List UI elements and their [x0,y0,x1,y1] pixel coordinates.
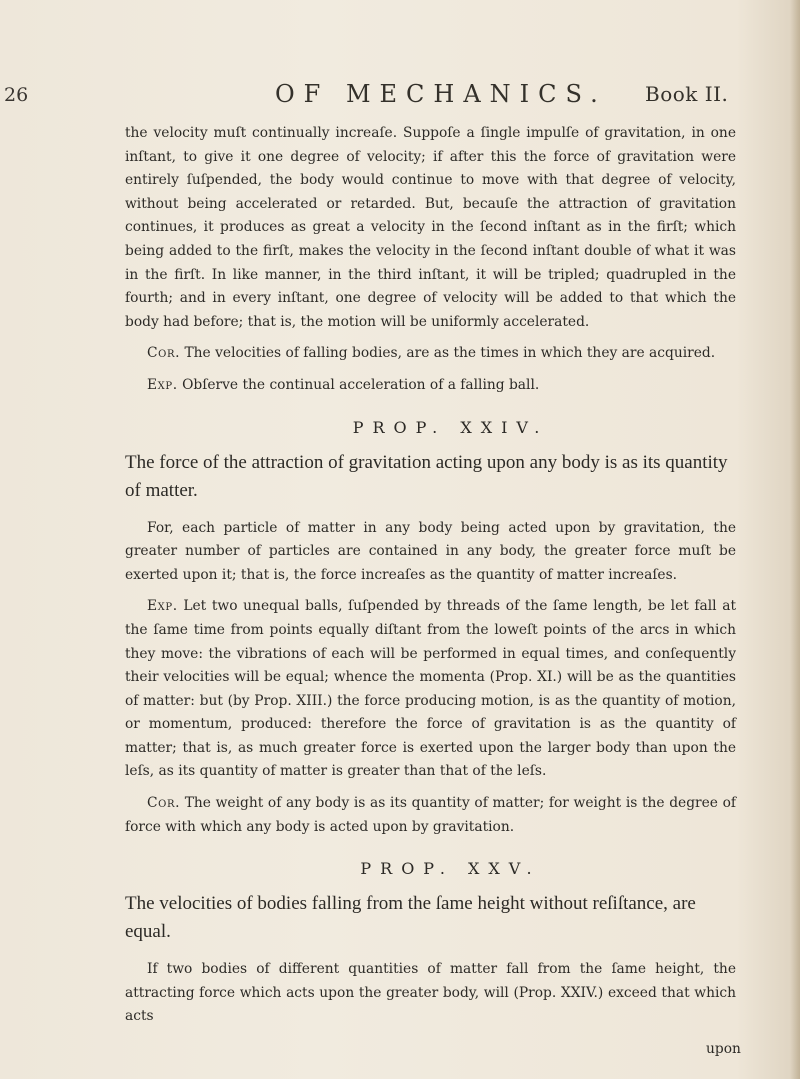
prop-25-paragraph: If two bodies of different quantities of matter fall from the ſame height, the attracting force which acts upon the greater body, will (Prop. XXIV.) exceed that which acts [125,961,736,1025]
prop-24-statement: The force of the attraction of gravitation acting upon any body is as its quantity of matter. [125,451,728,501]
experiment-2 [125,595,736,784]
paragraph-continuation: the velocity muſt continually increaſe. Suppoſe a ſingle impulſe of gravitation, in one inſtant, to give it one degree of velocity; if after this the force of gravitation were entirely ſuſpended, the body would continue to move with that degree of velocity, without being accelerated or retarded. But, becauſe the attraction of gravitation continues, it produces as great a velocity in the ſecond inſtant as in the firſt; which being added to the firſt, makes the velocity in the ſecond inſtant double of what it was in the firſt. In like manner, in the third inſtant, it will be tripled; quadrupled in the fourth; and in every inſtant, one degree of velocity will be added to that which the body had before; that is, the motion will be uniformly accelerated. [125,125,736,330]
prop-25-heading: PROP. XXV. [360,859,541,879]
page-edge-shadow [790,0,800,1079]
prop-24-heading: PROP. XXIV. [352,417,549,437]
corollary-text: The velocities of falling bodies, are as the times in which they are acquired. [184,345,716,362]
corollary-label: Cor. [147,345,181,362]
corollary-1 [125,342,736,366]
page-body [125,122,736,1029]
experiment-label: Exp. [147,376,178,393]
prop-24-paragraph: For, each particle of matter in any body being acted upon by gravitation, the greater number of particles are contained in any body, the greater force muſt be exerted upon it; that is, the force increaſes as the quantity of matter increaſes. [125,519,736,583]
catchword: upon [706,1041,741,1057]
running-head: OF MECHANICS. [275,80,607,108]
page-number: 26 [4,84,29,106]
experiment-label: Exp. [147,598,178,615]
prop-25-statement: The velocities of bodies falling from the ſame height without reſiſtance, are equal. [125,893,696,943]
experiment-text: Obſerve the continual acceleration of a falling ball. [182,376,540,393]
experiment-1 [125,374,736,398]
corollary-text: The weight of any body is as its quantity of matter; for weight is the degree of force with which any body is acted upon by gravitation. [125,795,736,835]
corollary-2 [125,792,736,839]
experiment-text: Let two unequal balls, ſuſpended by threads of the ſame length, be let fall at the ſame time from points equally diſtant from the loweſt points of the arcs in which they move: the vibrations of each will be performed in equal times, and conſequently their velocities will be equal; whence the momenta (Prop. XI.) will be as the quantities of matter: but (by Prop. XIII.) the force producing motion, is as the quantity of motion, or momentum, produced: therefore the force of gravitation is as the quantity of matter; that is, as much greater force is exerted upon the larger body than upon the leſs, as its quantity of matter is greater than that of the leſs. [125,598,736,780]
book-reference: Book II. [645,82,729,106]
corollary-label: Cor. [147,795,181,812]
